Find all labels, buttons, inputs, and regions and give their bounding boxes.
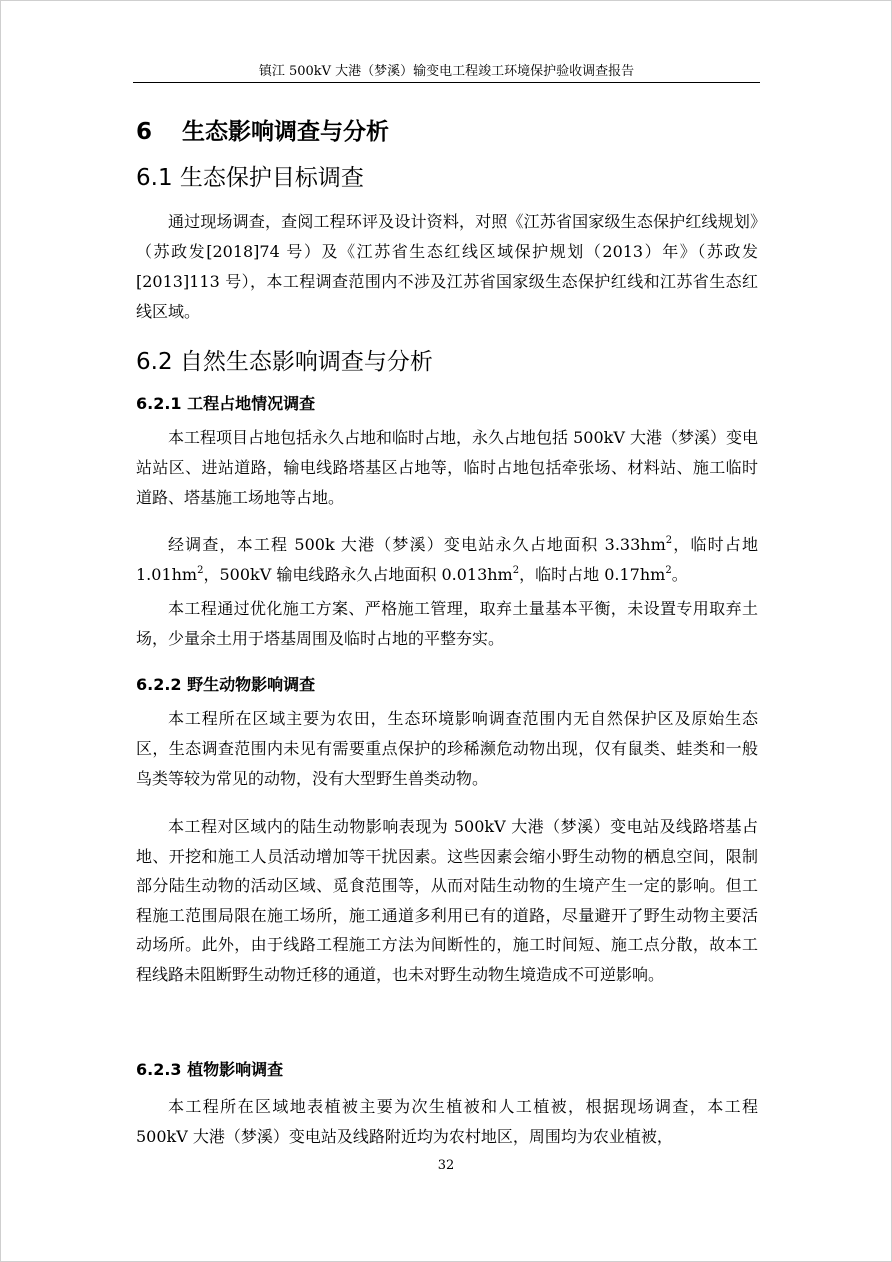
paragraph-6-1: 通过现场调查，查阅工程环评及设计资料，对照《江苏省国家级生态保护红线规划》（苏政发[2018]74 号）及《江苏省生态红线区域保护规划（2013）年》（苏政发[2013]113 号），本工程调查范围内不涉及江苏省国家级生态保护红线和江苏省生态红线区域。: [136, 212, 758, 321]
paragraph-6-2-3: 本工程所在区域地表植被主要为次生植被和人工植被，根据现场调查，本工程 500kV 大港（梦溪）变电站及线路附近均为农村地区，周围均为农业植被，: [136, 1097, 758, 1146]
paragraph-6-2-1-a: 本工程项目占地包括永久占地和临时占地，永久占地包括 500kV 大港（梦溪）变电站站区、进站道路，输电线路塔基区占地等，临时占地包括牵张场、材料站、施工临时道路、塔基施工场地等占地。: [136, 428, 758, 507]
subsection-heading-6-2-2: 6.2.2 野生动物影响调查: [136, 675, 316, 694]
subsection-heading-6-2-1: 6.2.1 工程占地情况调查: [136, 394, 316, 413]
superscript: 2: [665, 534, 673, 546]
superscript: 2: [197, 564, 204, 576]
section-heading-6-2: 6.2 自然生态影响调查与分析: [136, 349, 433, 375]
page-number: 32: [437, 1158, 455, 1173]
chapter-heading: [136, 117, 389, 147]
land-text-1: 经调查，本工程 500k 大港（梦溪）变电站永久占地面积 3.33hm: [168, 535, 666, 554]
paragraph-6-2-1-b: [136, 530, 758, 590]
superscript: 2: [512, 564, 520, 576]
chapter-number: 6: [136, 119, 153, 145]
superscript: 2: [665, 564, 672, 576]
paragraph-6-2-2-a: 本工程所在区域主要为农田，生态环境影响调查范围内无自然保护区及原始生态区，生态调查范围内未见有需要重点保护的珍稀濒危动物出现，仅有鼠类、蛙类和一般鸟类等较为常见的动物，没有大型野生兽类动物。: [136, 709, 758, 788]
land-text-4: ，临时占地 0.17hm: [519, 565, 666, 584]
header-rule: [133, 82, 760, 83]
land-text-5: 。: [671, 565, 688, 584]
land-text-2: ，临时占地 1.01hm: [136, 535, 758, 584]
paragraph-6-2-2-b: 本工程对区域内的陆生动物影响表现为 500kV 大港（梦溪）变电站及线路塔基占地、开挖和施工人员活动增加等干扰因素。这些因素会缩小野生动物的栖息空间，限制部分陆生动物的活动区域、觅食范围等，从而对陆生动物的生境产生一定的影响。但工程施工范围局限在施工场所，施工通道多利用已有的道路，尽量避开了野生动物主要活动场所。此外，由于线路工程施工方法为间断性的，施工时间短、施工点分散，故本工程线路未阻断野生动物迁移的通道，也未对野生动物生境造成不可逆影响。: [136, 817, 758, 984]
running-header: 镇江 500kV 大港（梦溪）输变电工程竣工环境保护验收调查报告: [258, 64, 635, 79]
chapter-title: 生态影响调查与分析: [182, 119, 389, 145]
section-heading-6-1: 6.1 生态保护目标调查: [136, 165, 364, 191]
paragraph-6-2-1-c: 本工程通过优化施工方案、严格施工管理，取弃土量基本平衡，未设置专用取弃土场，少量余土用于塔基周围及临时占地的平整夯实。: [136, 599, 758, 648]
subsection-heading-6-2-3: 6.2.3 植物影响调查: [136, 1060, 284, 1079]
land-text-3: ，500kV 输电线路永久占地面积 0.013hm: [203, 565, 513, 584]
